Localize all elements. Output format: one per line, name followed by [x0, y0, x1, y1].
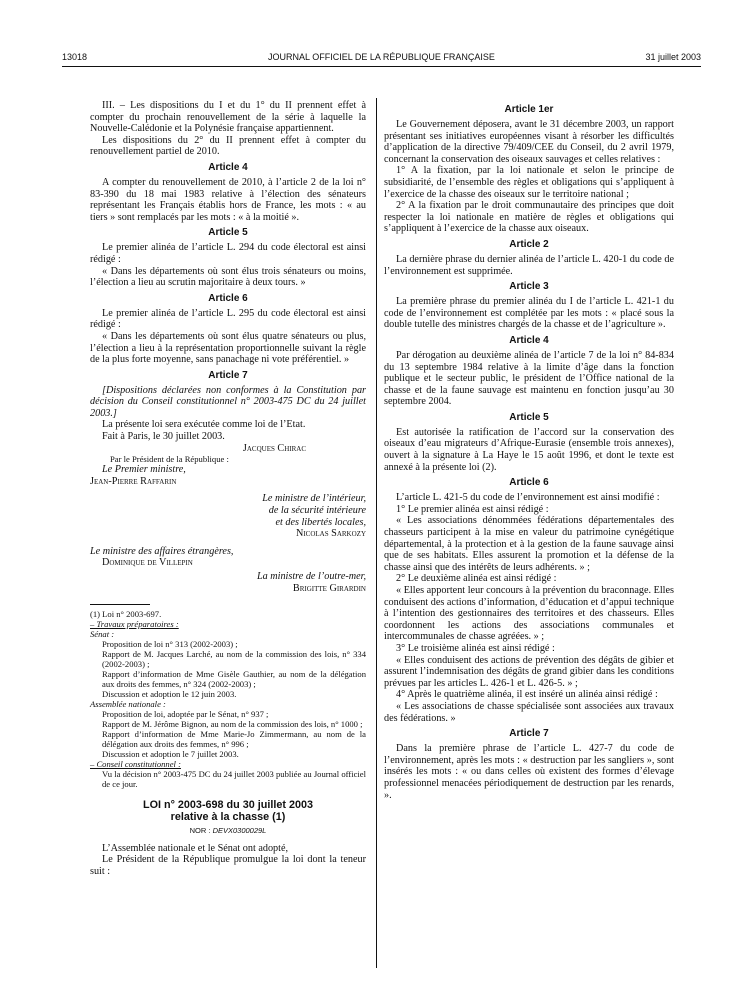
- law-title: [90, 799, 366, 823]
- minister-name: Brigitte Girardin: [292, 582, 366, 594]
- article-heading: Article 5: [208, 227, 248, 239]
- intro-paragraph: III. – Les dispositions du I et du 1° du II prennent effet à compter du prochain renouvellement de la série à laquelle la Nouvelle-Calédonie et la Polynésie française appartiennent.: [90, 100, 366, 135]
- article-text: 1° A la fixation, par la loi nationale et selon le principe de subsidiarité, de l’ensemble des règles et obligations qui s’appliquent à l’exercice de la chasse des oiseaux sur le territoire national ;: [384, 165, 674, 200]
- nor-reference: [90, 825, 366, 837]
- left-column: [90, 100, 366, 878]
- article-text: 4° Après le quatrième alinéa, il est inséré un alinéa ainsi rédigé :: [396, 689, 658, 701]
- footnote-line: Rapport de M. Jérôme Bignon, au nom de la commission des lois, n° 1000 ;: [102, 719, 363, 730]
- law-title-line: relative à la chasse (1): [170, 811, 286, 824]
- footnote-line: Discussion et adoption le 12 juin 2003.: [102, 689, 237, 700]
- article-text: « Elles apportent leur concours à la prévention du braconnage. Elles conduisent des actions d’information, d’éducation et d’appui technique à l’intention des gestionnaires des territoires et des chasseurs. Elles coordonnent les actions des associations communales et intercommunales de chasse agréées. » ;: [384, 585, 674, 643]
- footnote-line: Sénat :: [90, 629, 115, 640]
- footnote-line: – Travaux préparatoires :: [90, 619, 179, 630]
- minister-title: et des libertés locales,: [275, 516, 366, 528]
- header-rule: [62, 66, 701, 67]
- minister-title: de la sécurité intérieure: [268, 505, 366, 517]
- article-text: L’article L. 421-5 du code de l’environnement est ainsi modifié :: [396, 492, 660, 504]
- footnote-line: Discussion et adoption le 7 juillet 2003.: [102, 749, 239, 760]
- signature-place-date: Fait à Paris, le 30 juillet 2003.: [102, 431, 225, 443]
- article-heading: Article 3: [509, 281, 549, 293]
- article-heading: Article 2: [509, 238, 549, 250]
- footnote-line: – Conseil constitutionnel :: [90, 759, 181, 770]
- intro-paragraph: Les dispositions du 2° du II prennent effet à compter du renouvellement partiel de 2010.: [90, 134, 366, 158]
- article-heading: Article 5: [509, 411, 549, 423]
- article-heading: Article 7: [509, 728, 549, 740]
- article-text: La dernière phrase du dernier alinéa de l’article L. 420-1 du code de l’environnement est supprimée.: [384, 253, 674, 277]
- article-text: 2° Le deuxième alinéa est ainsi rédigé :: [396, 573, 557, 585]
- article-heading: Article 6: [509, 477, 549, 489]
- article-text: La première phrase du premier alinéa du I de l’article L. 421-1 du code de l’environnement est complétée par les mots : « placé sous la double tutelle des ministres chargés de la chasse et de l’agriculture ».: [384, 296, 674, 331]
- closing-paragraph: Le Président de la République promulgue la loi dont la teneur suit :: [90, 854, 366, 877]
- closing-paragraph: L’Assemblée nationale et le Sénat ont adopté,: [102, 842, 289, 854]
- right-column: [384, 100, 674, 801]
- minister-title: Le ministre des affaires étrangères,: [90, 545, 234, 557]
- page-number: 13018: [62, 52, 88, 62]
- article-text: « Les associations de chasse spécialisée sont associées aux travaux des fédérations. »: [384, 700, 674, 724]
- article-text: Le premier alinéa de l’article L. 295 du code électoral est ainsi rédigé :: [90, 307, 366, 331]
- footnote-line: Rapport de M. Jacques Larché, au nom de la commission des lois, n° 334 (2002-2003) ;: [102, 649, 366, 670]
- footnote-line: Proposition de loi n° 313 (2002-2003) ;: [102, 639, 238, 650]
- article-heading: Article 4: [208, 161, 248, 173]
- article-text: Le premier alinéa de l’article L. 294 du code électoral est ainsi rédigé :: [90, 242, 366, 265]
- article-text: A compter du renouvellement de 2010, à l’article 2 de la loi n° 83-390 du 18 mai 1983 relative à l’élection des sénateurs représentant les Français établis hors de France, les mots : « au tiers » sont remplacés par les mots : « à la moitié ».: [90, 176, 366, 223]
- minister-name: Nicolas Sarkozy: [295, 528, 366, 540]
- minister-title: La ministre de l’outre-mer,: [256, 571, 366, 582]
- article-text: [Dispositions déclarées non conformes à la Constitution par décision du Conseil constitutionnel n° 2003-475 DC du 24 juillet 2003.]: [90, 384, 366, 419]
- column-divider: [376, 98, 377, 968]
- by-president: Par le Président de la République :: [110, 454, 229, 465]
- article-text: « Les associations dénommées fédérations départementales des chasseurs participent à la mise en valeur du patrimoine cynégétique départemental, à la protection et à la gestion de la faune sauvage ainsi que de ses habitats. Elles assurent la promotion et la défense de la chasse ainsi que des intérêts de leurs adhérents. » ;: [384, 515, 674, 573]
- issue-date: 31 juillet 2003: [645, 52, 701, 62]
- footnote-line: Rapport d’information de Mme Marie-Jo Zimmermann, au nom de la délégation aux droits des femmes, n° 996 ;: [102, 729, 366, 750]
- footnote-line: Vu la décision n° 2003-475 DC du 24 juillet 2003 publiée au Journal officiel de ce jour.: [102, 769, 366, 790]
- article-heading: Article 1er: [504, 104, 554, 115]
- journal-title: JOURNAL OFFICIEL DE LA RÉPUBLIQUE FRANÇAISE: [268, 52, 495, 62]
- article-text: « Dans les départements où sont élus quatre sénateurs ou plus, l’élection a lieu à la représentation proportionnelle suivant la règle de la plus forte moyenne, sans panachage ni vote préférentiel. »: [90, 330, 366, 366]
- article-text: « Elles conduisent des actions de prévention des dégâts de gibier et assurent l’indemnisation des dégâts de grand gibier dans les conditions prévues par les articles L. 426-1 et L. 426-5. » ;: [384, 654, 674, 689]
- footnote-line: (1) Loi n° 2003-697.: [90, 609, 162, 620]
- law-title-line: LOI n° 2003-698 du 30 juillet 2003: [143, 799, 313, 812]
- footnotes: [90, 609, 366, 789]
- article-text: 1° Le premier alinéa est ainsi rédigé :: [396, 503, 549, 515]
- minister-title: Le ministre de l’intérieur,: [262, 493, 366, 505]
- minister-name: Dominique de Villepin: [102, 557, 193, 569]
- execution-clause: La présente loi sera exécutée comme loi de l’Etat.: [102, 419, 306, 431]
- article-text: Dans la première phrase de l’article L. 427-7 du code de l’environnement, après les mots : « destruction par les sangliers », sont insérés les mots : « ou dans celles où existent des formes d’élevage professionnel menacées périodiquement de destruction par les renards, ».: [384, 743, 674, 801]
- article-text: 2° A la fixation par le droit communautaire des principes que doit respecter la loi nationale en matière de règles et obligations qui s’appliquent à l’exercice de la chasse aux oiseaux.: [384, 200, 674, 235]
- pm-name: Jean-Pierre Raffarin: [90, 475, 177, 487]
- article-text: « Dans les départements où sont élus trois sénateurs ou moins, l’élection a lieu au scrutin majoritaire à deux tours. »: [90, 265, 366, 289]
- nor-code: DEVX0300029L: [212, 826, 267, 836]
- article-text: Le Gouvernement déposera, avant le 31 décembre 2003, un rapport présentant ses initiatives européennes visant à résorber les difficultés d’application de la directive 79/409/CEE du Conseil, du 2 avril 1979, concernant la conservation des oiseaux sauvages et celles relatives :: [384, 119, 674, 165]
- article-heading: Article 7: [208, 369, 248, 381]
- article-text: Est autorisée la ratification de l’accord sur la conservation des oiseaux d’eau migrateurs d’Afrique-Eurasie (ensemble trois annexes), ouvert à la signature à La Haye le 15 août 1996, et dont le texte est annexé à la présente loi (2).: [384, 426, 674, 473]
- article-heading: Article 4: [509, 334, 549, 346]
- footnote-line: Proposition de loi, adoptée par le Sénat, n° 937 ;: [102, 709, 269, 720]
- article-text: Par dérogation au deuxième alinéa de l’article 7 de la loi n° 84-834 du 13 septembre 1984 relative à la limite d’âge dans la fonction publique et le secteur public, le président de l’Office national de la chasse et de la faune sauvage est maintenu en fonction jusqu’au 30 septembre 2004.: [384, 349, 674, 408]
- article-heading: Article 6: [208, 292, 248, 304]
- pm-title: Le Premier ministre,: [102, 464, 186, 476]
- footnote-line: Assemblée nationale :: [90, 699, 166, 710]
- article-text: 3° Le troisième alinéa est ainsi rédigé :: [396, 642, 555, 654]
- president-name: Jacques Chirac: [242, 442, 306, 454]
- footnote-line: Rapport d’information de Mme Gisèle Gauthier, au nom de la délégation aux droits des femmes, n° 324 (2002-2003) ;: [102, 669, 366, 690]
- nor-label: NOR :: [189, 826, 211, 836]
